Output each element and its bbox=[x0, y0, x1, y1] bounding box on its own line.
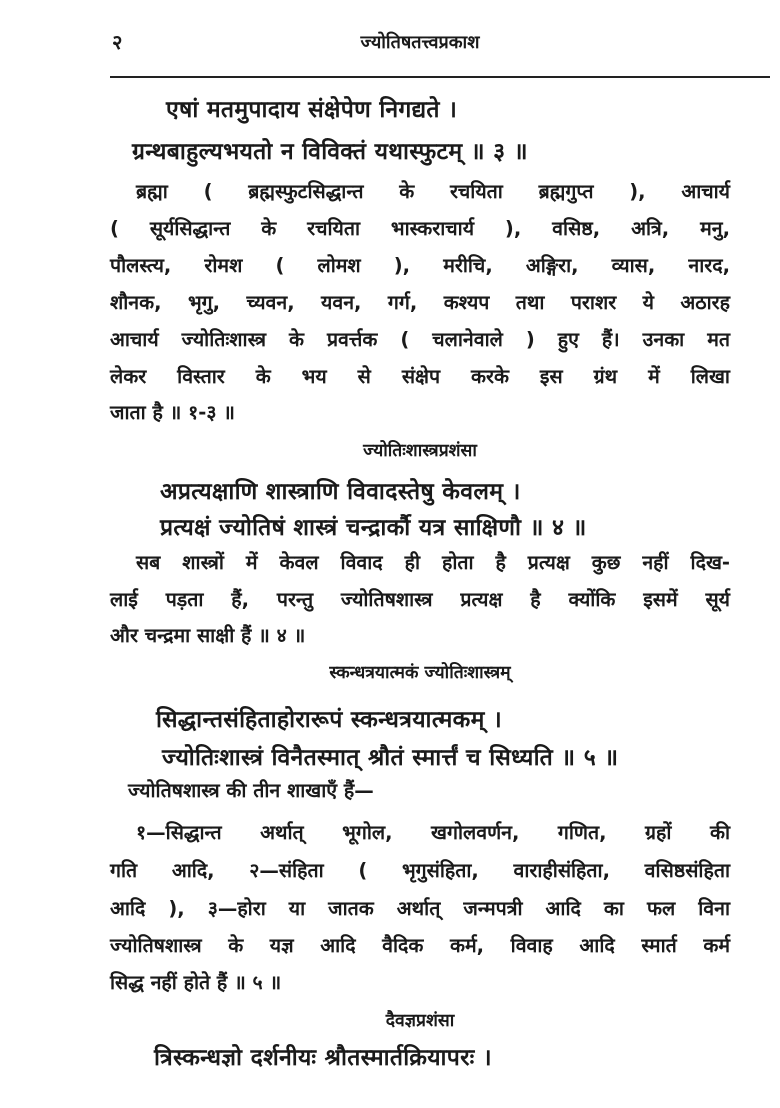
verse-6-line-1: त्रिस्कन्धज्ञो दर्शनीयः श्रौतस्मार्तक्रियापरः । bbox=[154, 1045, 492, 1071]
commentary-5-line-4: ज्योतिषशास्त्र के यज्ञ आदि वैदिक कर्म, विवाह आदि स्मार्त कर्म bbox=[110, 934, 730, 957]
commentary-5-intro: ज्योतिषशास्त्र की तीन शाखाएँ हैं— bbox=[128, 779, 374, 802]
header-rule bbox=[110, 76, 770, 78]
commentary-1-3-line-6: लेकर विस्तार के भय से संक्षेप करके इस ग्रंथ में लिखा bbox=[110, 365, 730, 388]
commentary-1-3-line-4: शौनक, भृगु, च्यवन, यवन, गर्ग, कश्यप तथा पराशर ये अठारह bbox=[110, 291, 730, 314]
commentary-1-3-line-2: ( सूर्यसिद्धान्त के रचयिता भास्कराचार्य ), वसिष्ठ, अत्रि, मनु, bbox=[110, 217, 730, 240]
commentary-1-3-line-5: आचार्य ज्योतिःशास्त्र के प्रवर्त्तक ( चलानेवाले ) हुए हैं। उनका मत bbox=[110, 328, 730, 351]
commentary-1-3-line-7: जाता है ॥ १-३ ॥ bbox=[110, 401, 235, 424]
commentary-5-line-5: सिद्ध नहीं होते हैं ॥ ५ ॥ bbox=[110, 971, 282, 994]
verse-3-line-2: ग्रन्थबाहुल्यभयतो न विविक्तं यथास्फुटम् ॥ ३ ॥ bbox=[132, 139, 528, 165]
commentary-1-3-line-3: पौलस्त्य, रोमश ( लोमश ), मरीचि, अङ्गिरा, व्यास, नारद, bbox=[110, 254, 730, 277]
verse-4-line-2: प्रत्यक्षं ज्योतिषं शास्त्रं चन्द्रार्कौ यत्र साक्षिणौ ॥ ४ ॥ bbox=[160, 515, 587, 541]
verse-5-line-2: ज्योतिःशास्त्रं विनैतस्मात् श्रौतं स्मार्त्तं च सिध्यति ॥ ५ ॥ bbox=[162, 745, 619, 771]
commentary-4-line-2: लाई पड़ता हैं, परन्तु ज्योतिषशास्त्र प्रत्यक्ष है क्योंकि इसमें सूर्य bbox=[110, 588, 730, 611]
commentary-5-line-3: आदि ), ३—होरा या जातक अर्थात् जन्मपत्री आदि का फल विना bbox=[110, 897, 730, 920]
commentary-5-line-1: १—सिद्धान्त अर्थात् भूगोल, खगोलवर्णन, गणित, ग्रहों की bbox=[136, 821, 730, 844]
commentary-4-line-1: सब शास्त्रों में केवल विवाद ही होता है प्रत्यक्ष कुछ नहीं दिख- bbox=[136, 551, 730, 574]
commentary-1-3-line-1: ब्रह्मा ( ब्रह्मस्फुटसिद्धान्त के रचयिता ब्रह्मगुप्त ), आचार्य bbox=[136, 180, 730, 203]
commentary-5-line-2: गति आदि, २—संहिता ( भृगुसंहिता, वाराहीसंहिता, वसिष्ठसंहिता bbox=[110, 859, 730, 882]
running-title: ज्योतिषतत्त्वप्रकाश bbox=[360, 32, 480, 53]
book-page bbox=[110, 0, 730, 1108]
commentary-4-line-3: और चन्द्रमा साक्षी हैं ॥ ४ ॥ bbox=[110, 624, 306, 647]
section-heading-astrologer-praise: दैवज्ञप्रशंसा bbox=[385, 1011, 455, 1031]
running-header bbox=[110, 28, 730, 58]
verse-5-line-1: सिद्धान्तसंहिताहोरारूपं स्कन्धत्रयात्मकम् । bbox=[156, 707, 502, 733]
verse-4-line-1: अप्रत्यक्षाणि शास्त्राणि विवादस्तेषु केवलम् । bbox=[160, 479, 521, 505]
page-number: २ bbox=[112, 30, 123, 54]
section-heading-three-branches: स्कन्धत्रयात्मकं ज्योतिःशास्त्रम् bbox=[329, 663, 511, 683]
section-heading-praise: ज्योतिःशास्त्रप्रशंसा bbox=[363, 441, 477, 461]
verse-3-line-1: एषां मतमुपादाय संक्षेपेण निगद्यते । bbox=[166, 97, 458, 123]
